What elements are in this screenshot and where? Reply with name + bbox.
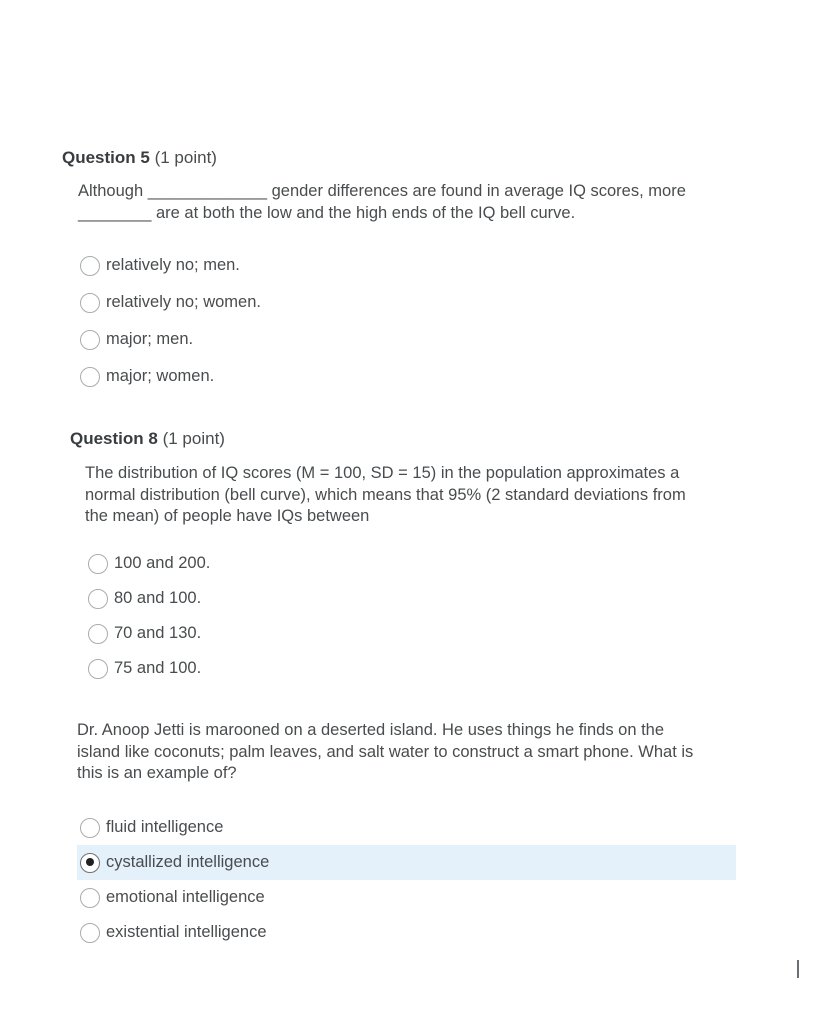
radio-button[interactable] (80, 367, 100, 387)
answer-option[interactable] (88, 651, 688, 686)
answer-option[interactable] (88, 616, 688, 651)
answer-option[interactable] (77, 915, 736, 950)
option-label: existential intelligence (106, 923, 267, 941)
answer-option[interactable] (80, 322, 680, 357)
option-label: 75 and 100. (114, 659, 202, 677)
answer-option[interactable] (80, 359, 680, 394)
question-title: Question 8 (1 point) (70, 429, 225, 448)
radio-button[interactable] (80, 818, 100, 838)
question-text-line: The distribution of IQ scores (M = 100, SD = 15) in the population approximates a (85, 464, 680, 482)
radio-button[interactable] (80, 888, 100, 908)
answer-option[interactable] (77, 880, 736, 915)
question-text-line: normal distribution (bell curve), which means that 95% (2 standard deviations from (85, 485, 686, 504)
option-label: 70 and 130. (114, 624, 202, 642)
option-label: emotional intelligence (106, 888, 265, 906)
radio-button[interactable] (88, 659, 108, 679)
question-text-line: island like coconuts; palm leaves, and salt water to construct a smart phone. What is (77, 742, 694, 761)
option-label: cystallized intelligence (106, 853, 270, 871)
answer-options (77, 810, 736, 950)
question-text-line: ________ are at both the low and the high ends of the IQ bell curve. (78, 203, 576, 222)
radio-button[interactable] (80, 256, 100, 276)
radio-button[interactable] (88, 589, 108, 609)
answer-option[interactable] (88, 546, 688, 581)
answer-option-selected[interactable] (77, 845, 736, 880)
option-label: 100 and 200. (114, 554, 211, 572)
question-text-line: Although _____________ gender differences are found in average IQ scores, more (78, 182, 686, 200)
radio-button[interactable] (80, 330, 100, 350)
question-5 (62, 148, 742, 224)
radio-button[interactable] (80, 293, 100, 313)
question-text-line: this is an example of? (77, 764, 237, 782)
option-label: 80 and 100. (114, 589, 202, 607)
question-title: Question 5 (1 point) (62, 148, 217, 167)
answer-options (80, 248, 680, 394)
option-label: major; women. (106, 367, 215, 385)
question-text-line: Dr. Anoop Jetti is marooned on a deserted island. He uses things he finds on the (77, 721, 665, 739)
answer-option[interactable] (80, 248, 680, 283)
radio-button[interactable] (88, 624, 108, 644)
answer-option[interactable] (88, 581, 688, 616)
option-label: major; men. (106, 330, 194, 348)
question-8 (70, 429, 750, 528)
option-label: fluid intelligence (106, 818, 224, 836)
radio-button-checked[interactable] (80, 853, 100, 873)
text-cursor-icon (797, 960, 799, 978)
answer-option[interactable] (77, 810, 736, 845)
answer-option[interactable] (80, 285, 680, 320)
question-text-line: the mean) of people have IQs between (85, 507, 370, 525)
radio-button[interactable] (88, 554, 108, 574)
question-intelligence (77, 720, 757, 785)
option-label: relatively no; men. (106, 256, 240, 274)
option-label: relatively no; women. (106, 293, 261, 311)
answer-options (88, 546, 688, 686)
radio-button[interactable] (80, 923, 100, 943)
